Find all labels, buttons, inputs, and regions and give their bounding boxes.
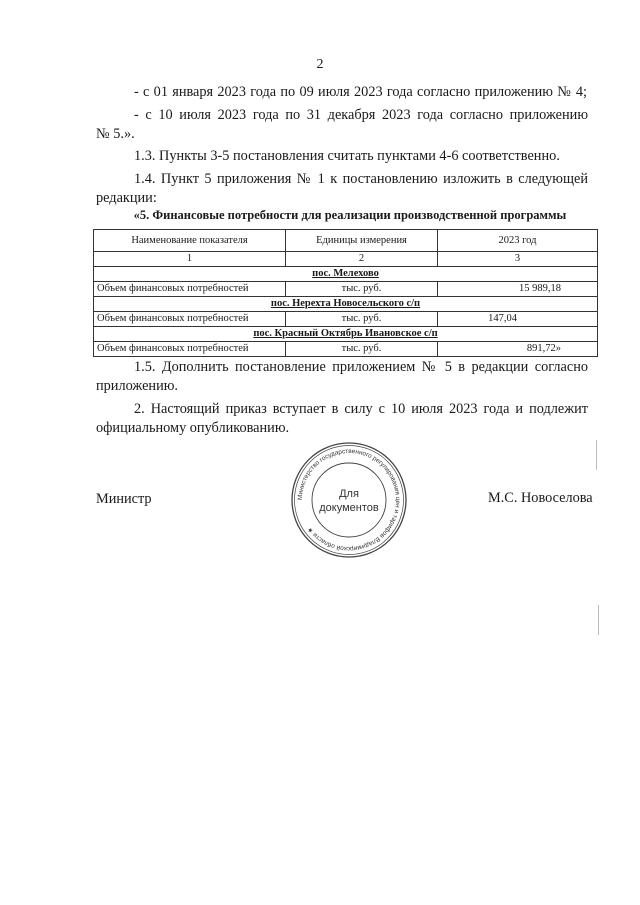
column-number-2: 2 — [286, 252, 438, 267]
official-stamp — [290, 441, 408, 559]
header-year: 2023 год — [438, 230, 598, 252]
header-unit: Единицы измерения — [286, 230, 438, 252]
signature-name: М.С. Новоселова — [488, 490, 593, 506]
row-value: 891,72» — [438, 342, 598, 357]
table-group-row — [94, 327, 598, 342]
paragraph-period-jul: - с 10 июля 2023 года по 31 декабря 2023 года согласно приложению — [134, 107, 588, 123]
scan-artifact — [596, 440, 597, 470]
row-unit: тыс. руб. — [286, 342, 438, 357]
row-unit: тыс. руб. — [286, 312, 438, 327]
svg-text:Министерство государственного — [297, 448, 401, 552]
scan-artifact — [598, 605, 599, 635]
table-row — [94, 312, 598, 327]
stamp-ring-text: Министерство государственного регулирования цен и тарифов Владимирской области ★ — [296, 447, 402, 553]
stamp-center-line1: Для — [339, 488, 359, 500]
table-row — [94, 282, 598, 297]
paragraph-1-4: 1.4. Пункт 5 приложения № 1 к постановлению изложить в следующей — [134, 171, 588, 187]
column-number-3: 3 — [438, 252, 598, 267]
group-nerekhta: пос. Нерехта Новосельского с/п — [94, 297, 598, 312]
financial-needs-table — [93, 229, 598, 357]
row-unit: тыс. руб. — [286, 282, 438, 297]
paragraph-2: 2. Настоящий приказ вступает в силу с 10 июля 2023 года и подлежит — [134, 401, 588, 417]
page-number: 2 — [316, 57, 324, 72]
group-krasny-oktyabr: пос. Красный Октябрь Ивановское с/п — [94, 327, 598, 342]
stamp-center-line2: документов — [319, 502, 379, 514]
table-group-row — [94, 267, 598, 282]
paragraph-1-5: 1.5. Дополнить постановление приложением № 5 в редакции согласно — [134, 359, 588, 375]
paragraph-period-jan: - с 01 января 2023 года по 09 июля 2023 года согласно приложению № 4; — [134, 84, 587, 100]
paragraph-period-jul-cont: № 5.». — [96, 126, 135, 142]
column-number-1: 1 — [94, 252, 286, 267]
group-melekhovo: пос. Мелехово — [94, 267, 598, 282]
paragraph-1-4-cont: редакции: — [96, 190, 157, 206]
header-indicator: Наименование показателя — [94, 230, 286, 252]
table-group-row — [94, 297, 598, 312]
paragraph-1-3: 1.3. Пункты 3-5 постановления считать пунктами 4-6 соответственно. — [134, 148, 560, 164]
row-value: 15 989,18 — [438, 282, 598, 297]
table-row — [94, 342, 598, 357]
table-column-number-row — [94, 252, 598, 267]
table-title: «5. Финансовые потребности для реализации производственной программы — [133, 208, 567, 222]
row-value: 147,04 — [438, 312, 598, 327]
table-header-row — [94, 230, 598, 252]
signature-position: Министр — [96, 491, 152, 507]
row-indicator: Объем финансовых потребностей — [94, 282, 286, 297]
row-indicator: Объем финансовых потребностей — [94, 312, 286, 327]
row-indicator: Объем финансовых потребностей — [94, 342, 286, 357]
paragraph-1-5-cont: приложению. — [96, 378, 178, 394]
paragraph-2-cont: официальному опубликованию. — [96, 420, 290, 436]
